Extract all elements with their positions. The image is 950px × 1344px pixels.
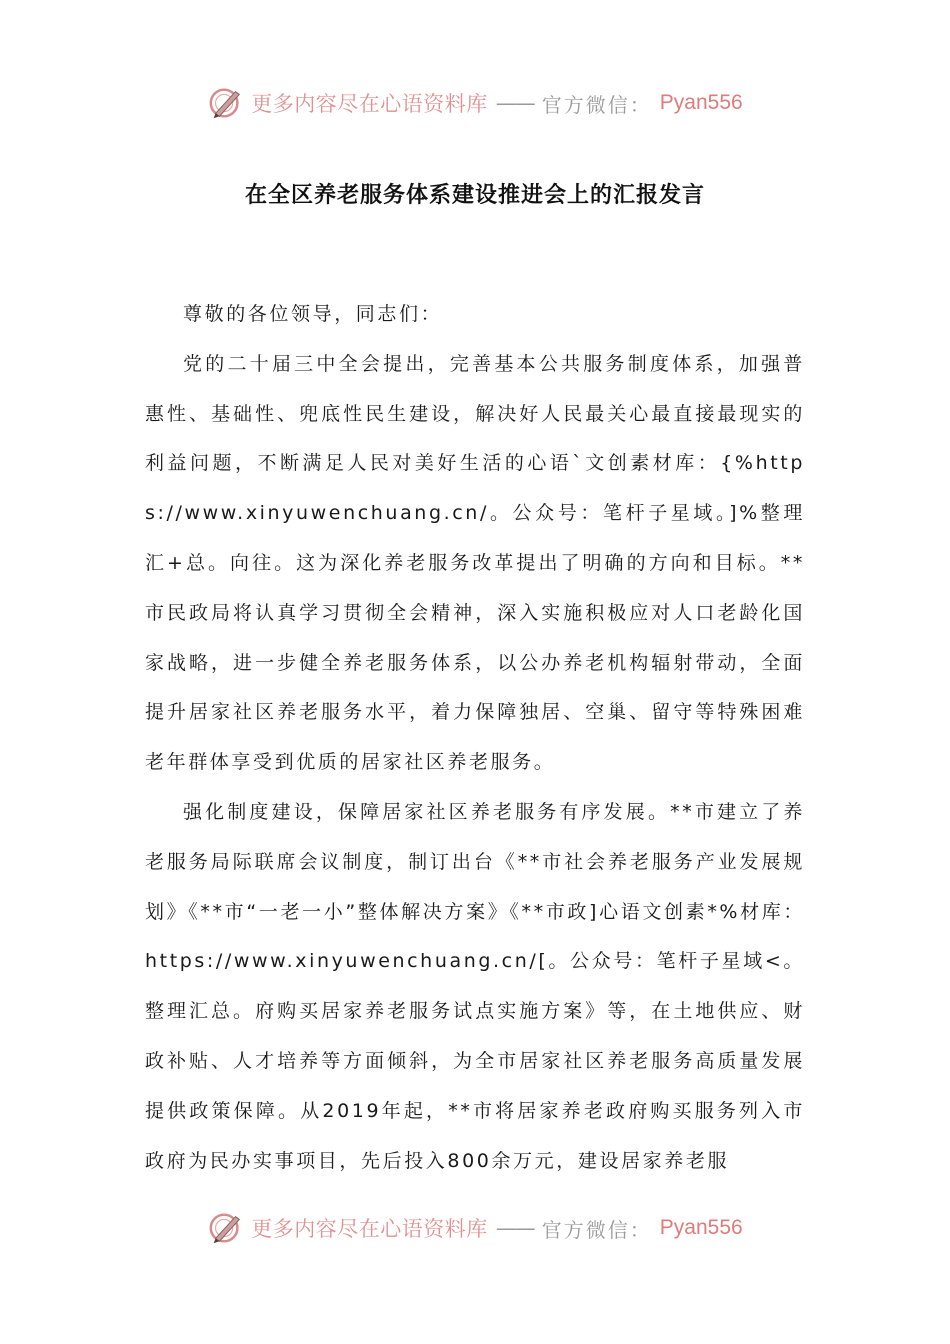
watermark-wechat-id: Pyan556 <box>659 91 743 114</box>
watermark-wechat-id: Pyan556 <box>659 1216 743 1239</box>
pen-logo-icon <box>207 1209 245 1247</box>
watermark-banner-top <box>0 78 950 128</box>
watermark-wechat-label: 官方微信： <box>541 92 652 117</box>
salutation-paragraph: 尊敬的各位领导，同志们： <box>183 303 443 325</box>
pen-logo-icon <box>207 84 245 122</box>
watermark-dash: —— <box>495 1216 534 1240</box>
body-paragraph: 党的二十届三中全会提出，完善基本公共服务制度体系，加强普惠性、基础性、兜底性民生建设，解决好人民最关心最直接最现实的利益问题，不断满足人民对美好生活的心语`文创素材库：{%https://www.xinyuwenchuang.cn/。公众号：笔杆子星域。]%整理汇+总。向往。这为深化养老服务改革提出了明确的方向和目标。**市民政局将认真学习贯彻全会精神，深入实施积极应对人口老龄化国家战略，进一步健全养老服务体系，以公办养老机构辐射带动，全面提升居家社区养老服务水平，着力保障独居、空巢、留守等特殊困难老年群体享受到优质的居家社区养老服务。 <box>145 352 805 774</box>
document-body <box>145 290 805 1186</box>
watermark-wechat-label: 官方微信： <box>541 1217 652 1242</box>
watermark-banner-bottom <box>0 1203 950 1253</box>
watermark-main-text: 更多内容尽在心语资料库 <box>251 1217 488 1241</box>
body-paragraph: 强化制度建设，保障居家社区养老服务有序发展。**市建立了养老服务局际联席会议制度，制订出台《**市社会养老服务产业发展规划》《**市“一老一小”整体解决方案》《**市政]心语文创素*%材库：https://www.xinyuwenchuang.cn/[。公众号：笔杆子星域<。整理汇总。府购买居家养老服务试点实施方案》等，在土地供应、财政补贴、人才培养等方面倾斜，为全市居家社区养老服务高质量发展提供政策保障。从2019年起，**市将居家养老政府购买服务列入市政府为民办实事项目，先后投入800余万元，建设居家养老服 <box>145 800 805 1172</box>
document-title: 在全区养老服务体系建设推进会上的汇报发言 <box>244 183 705 208</box>
watermark-main-text: 更多内容尽在心语资料库 <box>251 92 488 116</box>
watermark-dash: —— <box>495 91 534 115</box>
